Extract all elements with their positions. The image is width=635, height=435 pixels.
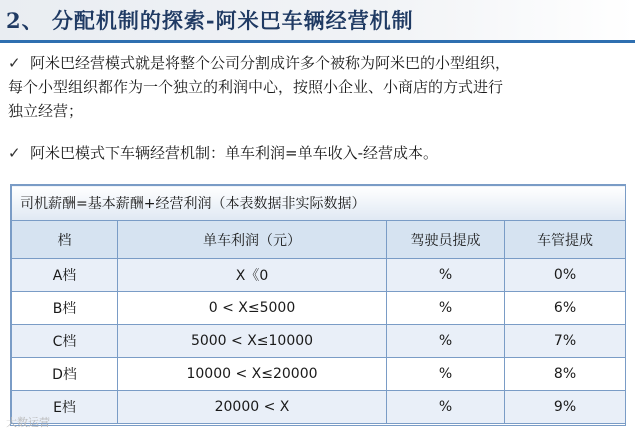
title-bar: [0, 0, 635, 40]
cell-tier: E档: [12, 391, 118, 424]
cell-driver-commission: %: [387, 325, 505, 358]
column-header-tier: 档: [12, 221, 118, 259]
cell-driver-commission: %: [387, 358, 505, 391]
cell-tier: B档: [12, 292, 118, 325]
cell-profit: 10000 < X≤20000: [118, 358, 387, 391]
check-icon: ✓: [8, 54, 21, 72]
bullet-1-line-1: 阿米巴经营模式就是将整个公司分割成许多个被称为阿米巴的小型组织，: [30, 54, 511, 72]
table-caption: 司机薪酬=基本薪酬+经营利润（本表数据非实际数据）: [12, 186, 626, 221]
table-row: [12, 292, 626, 325]
cell-driver-commission: %: [387, 292, 505, 325]
check-icon: ✓: [8, 144, 21, 162]
column-header-driver-commission: 驾驶员提成: [387, 221, 505, 259]
bullet-1-line-2: 每个小型组织都作为一个独立的利润中心，按照小企业、小商店的方式进行: [8, 78, 504, 96]
bullet-2: [8, 141, 438, 165]
cell-manager-commission: 8%: [505, 358, 626, 391]
cell-manager-commission: 9%: [505, 391, 626, 424]
bullet-2-line-1: 阿米巴模式下车辆经营机制：单车利润=单车收入-经营成本。: [30, 144, 438, 162]
cell-manager-commission: 6%: [505, 292, 626, 325]
cell-manager-commission: 0%: [505, 259, 626, 292]
cell-profit: 5000 < X≤10000: [118, 325, 387, 358]
watermark: 大数运营: [6, 416, 50, 429]
commission-table-container: [10, 184, 626, 426]
page-title: 2、 分配机制的探索-阿米巴车辆经营机制: [6, 8, 414, 33]
table-row: [12, 325, 626, 358]
cell-driver-commission: %: [387, 391, 505, 424]
table-row: [12, 259, 626, 292]
cell-tier: C档: [12, 325, 118, 358]
cell-tier: D档: [12, 358, 118, 391]
cell-profit: 0 < X≤5000: [118, 292, 387, 325]
column-header-profit: 单车利润（元）: [118, 221, 387, 259]
commission-table: [11, 185, 626, 424]
table-row: [12, 358, 626, 391]
cell-profit: X《0: [118, 259, 387, 292]
table-row: [12, 391, 626, 424]
title-divider: [0, 40, 635, 43]
cell-driver-commission: %: [387, 259, 505, 292]
cell-profit: 20000 < X: [118, 391, 387, 424]
cell-manager-commission: 7%: [505, 325, 626, 358]
column-header-manager-commission: 车管提成: [505, 221, 626, 259]
bullet-1: [8, 51, 510, 123]
bullet-1-line-3: 独立经营；: [8, 102, 84, 120]
cell-tier: A档: [12, 259, 118, 292]
